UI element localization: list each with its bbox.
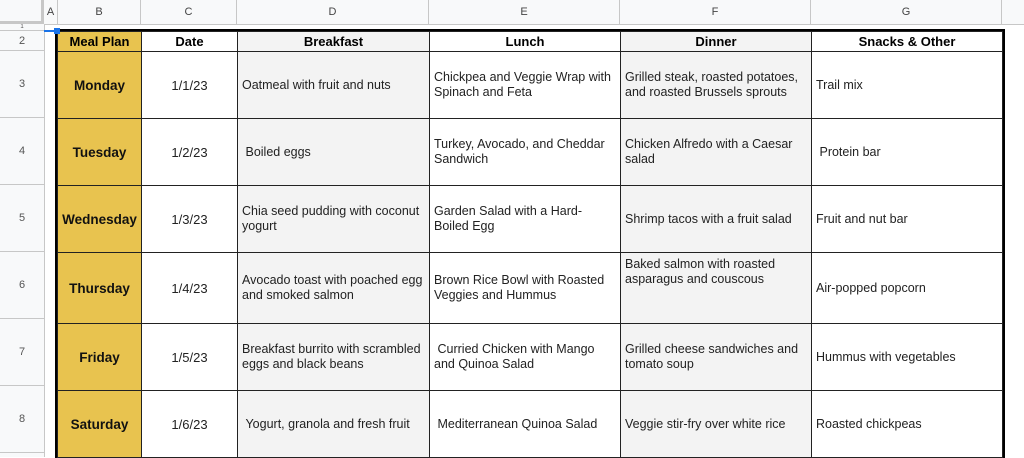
- row-header-7[interactable]: 7: [0, 319, 44, 386]
- cell-snacks[interactable]: Fruit and nut bar: [812, 186, 1003, 253]
- cell-snacks[interactable]: Air-popped popcorn: [812, 253, 1003, 324]
- cell-date[interactable]: 1/4/23: [142, 253, 238, 324]
- column-header-e[interactable]: E: [429, 0, 620, 24]
- table-row: [58, 253, 1003, 324]
- header-snacks[interactable]: Snacks & Other: [812, 32, 1003, 52]
- cell-breakfast[interactable]: Avocado toast with poached egg and smoked salmon: [238, 253, 430, 324]
- cell-meal-plan[interactable]: Wednesday: [58, 186, 142, 253]
- meal-plan-table: [57, 31, 1003, 458]
- table-row: [58, 52, 1003, 119]
- cell-lunch[interactable]: Mediterranean Quinoa Salad: [430, 391, 621, 458]
- row-headers: [0, 24, 45, 457]
- cell-snacks[interactable]: Roasted chickpeas: [812, 391, 1003, 458]
- cell-date[interactable]: 1/3/23: [142, 186, 238, 253]
- header-breakfast[interactable]: Breakfast: [238, 32, 430, 52]
- header-meal-plan[interactable]: Meal Plan: [58, 32, 142, 52]
- cell-snacks[interactable]: Hummus with vegetables: [812, 324, 1003, 391]
- header-dinner[interactable]: Dinner: [621, 32, 812, 52]
- cell-lunch[interactable]: Curried Chicken with Mango and Quinoa Salad: [430, 324, 621, 391]
- table-row: [58, 324, 1003, 391]
- column-header-c[interactable]: C: [141, 0, 237, 24]
- cell-dinner[interactable]: Shrimp tacos with a fruit salad: [621, 186, 812, 253]
- cell-dinner[interactable]: Baked salmon with roasted asparagus and couscous: [621, 253, 812, 324]
- row-header-8[interactable]: 8: [0, 386, 44, 453]
- header-row: [58, 32, 1003, 52]
- table-row: [58, 119, 1003, 186]
- cell-lunch[interactable]: Turkey, Avocado, and Cheddar Sandwich: [430, 119, 621, 186]
- row-header-3[interactable]: 3: [0, 51, 44, 118]
- cell-meal-plan[interactable]: Monday: [58, 52, 142, 119]
- cell-dinner[interactable]: Chicken Alfredo with a Caesar salad: [621, 119, 812, 186]
- cell-lunch[interactable]: Chickpea and Veggie Wrap with Spinach and Feta: [430, 52, 621, 119]
- table-row: [58, 391, 1003, 458]
- column-header-f[interactable]: F: [620, 0, 811, 24]
- column-header-d[interactable]: D: [237, 0, 429, 24]
- row-header-2[interactable]: 2: [0, 31, 44, 51]
- row-header-6[interactable]: 6: [0, 252, 44, 319]
- cell-lunch[interactable]: Garden Salad with a Hard-Boiled Egg: [430, 186, 621, 253]
- row-header-4[interactable]: 4: [0, 118, 44, 185]
- cell-dinner[interactable]: Grilled cheese sandwiches and tomato soup: [621, 324, 812, 391]
- cell-breakfast[interactable]: Boiled eggs: [238, 119, 430, 186]
- cell-breakfast[interactable]: Yogurt, granola and fresh fruit: [238, 391, 430, 458]
- cell-meal-plan[interactable]: Thursday: [58, 253, 142, 324]
- cell-breakfast[interactable]: Breakfast burrito with scrambled eggs and black beans: [238, 324, 430, 391]
- cell-dinner[interactable]: Grilled steak, roasted potatoes, and roasted Brussels sprouts: [621, 52, 812, 119]
- cell-meal-plan[interactable]: Saturday: [58, 391, 142, 458]
- table-row: [58, 186, 1003, 253]
- column-header-a[interactable]: A: [44, 0, 58, 24]
- cell-date[interactable]: 1/1/23: [142, 52, 238, 119]
- cell-date[interactable]: 1/5/23: [142, 324, 238, 391]
- cell-meal-plan[interactable]: Tuesday: [58, 119, 142, 186]
- cell-date[interactable]: 1/2/23: [142, 119, 238, 186]
- header-lunch[interactable]: Lunch: [430, 32, 621, 52]
- column-header-g[interactable]: G: [811, 0, 1002, 24]
- cell-breakfast[interactable]: Chia seed pudding with coconut yogurt: [238, 186, 430, 253]
- cell-snacks[interactable]: Protein bar: [812, 119, 1003, 186]
- select-all-corner[interactable]: [0, 0, 44, 24]
- selection-handle[interactable]: [54, 28, 60, 34]
- cell-breakfast[interactable]: Oatmeal with fruit and nuts: [238, 52, 430, 119]
- column-header-b[interactable]: B: [58, 0, 141, 24]
- cell-date[interactable]: 1/6/23: [142, 391, 238, 458]
- cell-dinner[interactable]: Veggie stir-fry over white rice: [621, 391, 812, 458]
- column-headers: [0, 0, 1024, 25]
- cell-meal-plan[interactable]: Friday: [58, 324, 142, 391]
- row-header-1[interactable]: 1: [0, 24, 44, 31]
- header-date[interactable]: Date: [142, 32, 238, 52]
- cell-lunch[interactable]: Brown Rice Bowl with Roasted Veggies and Hummus: [430, 253, 621, 324]
- cell-snacks[interactable]: Trail mix: [812, 52, 1003, 119]
- row-header-5[interactable]: 5: [0, 185, 44, 252]
